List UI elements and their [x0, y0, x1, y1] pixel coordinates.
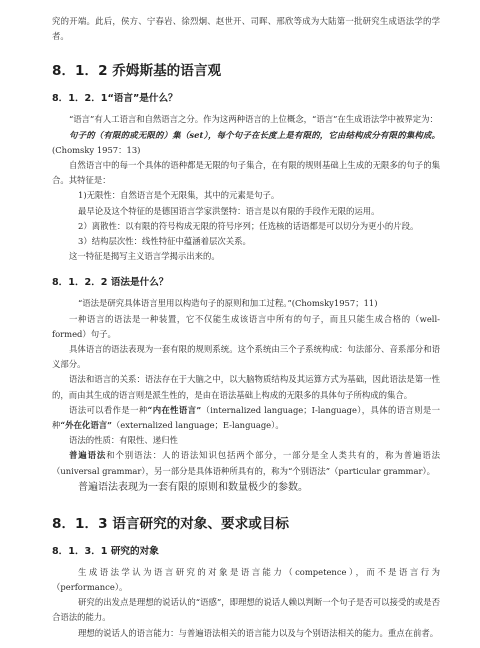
paragraph-language-intuition: 研究的出发点是理想的说话认的“语感”，即理想的说话人赖以判断一个句子是否可以接受的或是否合语法的能力。: [52, 597, 440, 623]
subsection-heading-8-1-3-1: 8．1．3．1 研究的对象: [52, 545, 159, 557]
term-universal-grammar: 普遍语法: [69, 450, 107, 461]
section-heading-8-1-3: 8．1．3 语言研究的对象、要求或目标: [52, 515, 290, 532]
section-heading-8-1-2: 8．1．2 乔姆斯基的语言观: [52, 63, 222, 80]
paragraph-ug-parameters: 普遍语法表现为一套有限的原则和数量极少的参数。: [78, 481, 308, 493]
subsection-heading-8-1-2-2: 8．1．2．2 语法是什么？: [52, 277, 169, 289]
term-internalized-language: “内在性语言”: [147, 404, 202, 415]
feature-humboldt-note: 最早论及这个特征的是德国语言学家洪堡特：语言是以有限的手段作无限的运用。: [78, 205, 380, 216]
text-fragment: 和个别语法：人的语法知识包括两个部分，一部分是全人类共有的，称为普遍语法（universal grammar），另一部分是具体语种所具有的，称为“个别语法”（particular grammar）。: [52, 450, 441, 476]
paragraph-grammar-properties: 语法的性质：有限性、递归性: [69, 435, 178, 446]
text-fragment: 语法可以看作是一种: [69, 404, 148, 415]
paragraph-universal-grammar: [52, 448, 440, 478]
paragraph-language-definition: [52, 128, 440, 158]
paragraph-i-language-e-language: [52, 403, 440, 433]
citation-chomsky-1957: (Chomsky 1957：13): [52, 144, 141, 155]
definition-bold-text: 句子的（有限的或无限的）集（set），每个句子在长度上是有限的，它由结构成分有限的集构成。: [69, 129, 440, 140]
text-fragment: （externalized language；E-language）。: [111, 420, 284, 431]
paragraph-grammar-device: 一种语言的语法是一种装置，它不仅能生成该语言中所有的句子，而且只能生成合格的（well-formed）句子。: [52, 313, 440, 339]
paragraph-natural-language: 自然语言中的每一个具体的语种都是无限的句子集合，在有限的规则基础上生成的无限多的句子的集合。其特征是：: [52, 160, 440, 186]
paragraph-rule-system: 具体语言的语法表现为一套有限的规则系统。这个系统由三个子系统构成：句法部分、音系部分和语义部分。: [52, 344, 440, 370]
intro-paragraph: 究的开端。此后，侯方、宁春岩、徐烈炯、赵世开、司晖、邢欣等成为大陆第一批研究生成语法学的学者。: [52, 16, 440, 42]
paragraph-grammar-quote: “语法是研究具体语言里用以构造句子的原则和加工过程。”(Chomsky1957；11): [78, 298, 378, 309]
paragraph-grammar-language-relation: 语法和语言的关系：语法存在于大脑之中，以大脑物质结构及其运算方式为基础，因此语法是第一性的，而由其生成的语言则是派生性的，是由在语法基础上构成的无限多的具体句子所构成的集合。: [52, 374, 440, 400]
text-fragment: （internalized language；I-language），具体的语言则是一种: [52, 404, 440, 431]
feature-discreteness: 2）离散性：以有限的符号构成无限的符号序列；任选核的话语都是可以切分为更小的片段。: [78, 220, 419, 231]
paragraph-language-definition-intro: “语言”有人工语言和自然语言之分。作为这两种语言的上位概念，“语言”在生成语法学中被界定为：: [69, 114, 438, 125]
subsection-heading-8-1-2-1: 8．1．2．1“语言”是什么？: [52, 93, 178, 105]
feature-infinity: 1)无限性：自然语言是个无限集，其中的元素是句子。: [78, 190, 280, 201]
term-externalized-language: “外在化语言”: [60, 420, 112, 431]
paragraph-competence: 生成语法学认为语言研究的对象是语言能力（competence），而不是语言行为（performance）。: [52, 566, 440, 593]
feature-hierarchy: 3）结构层次性：线性特征中蕴涵着层次关系。: [78, 236, 251, 247]
paragraph-ideal-speaker: 理想的说话人的语言能力：与普遍语法相关的语言能力以及与个别语法相关的能力。重点在前者。: [78, 627, 439, 638]
paragraph-structuralism-note: 这一特征是揭写主义语言学揭示出来的。: [69, 251, 220, 262]
